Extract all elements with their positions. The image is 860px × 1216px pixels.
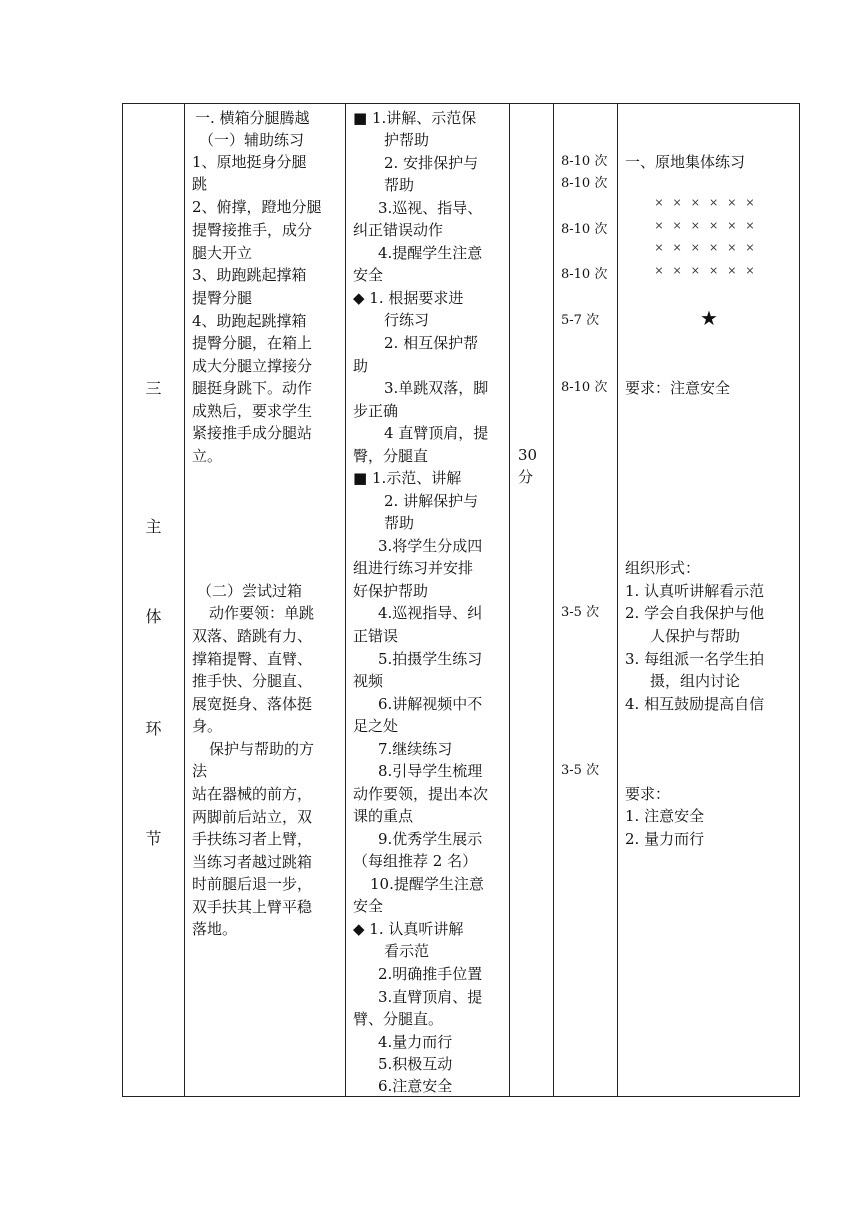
method-line: 3.将学生分成四	[378, 537, 483, 555]
method-line: 3.巡视、指导、	[378, 199, 483, 217]
content-line: 腿挺身跳下。动作	[192, 379, 313, 397]
method-line: 行练习	[384, 311, 430, 329]
org-req2-title: 要求：	[625, 785, 671, 803]
count-value: 8-10 次	[561, 380, 608, 395]
stage-char: 主	[145, 517, 162, 536]
org-title: 一、原地集体练习	[625, 153, 746, 171]
method-line: 2.明确推手位置	[378, 965, 483, 983]
method-line: 足之处	[353, 717, 399, 735]
content-line: 成大分腿立撑接分	[192, 357, 313, 375]
method-line: 4.量力而行	[378, 1033, 453, 1051]
method-line: 帮助	[384, 514, 415, 532]
stage-char: 三	[145, 379, 162, 398]
org-req2-item: 1. 注意安全	[625, 807, 705, 825]
content-line: 手扶练习者上臂，	[192, 830, 313, 848]
method-line: 2. 相互保护帮	[384, 334, 479, 352]
content-line: 成熟后，要求学生	[192, 402, 313, 420]
content-line: 双落、踏跳有力、	[192, 627, 313, 645]
method-line: 7.继续练习	[378, 740, 453, 758]
count-value: 3-5 次	[561, 763, 600, 778]
method-line: 视频	[353, 672, 384, 690]
method-line: 3.直臂顶肩、提	[378, 988, 483, 1006]
method-line: 4 直臂顶肩，提	[384, 424, 489, 442]
method-line: 臂、分腿直。	[353, 1010, 444, 1028]
method-line: 正错误	[353, 627, 399, 645]
org-form-item: 4. 相互鼓励提高自信	[625, 695, 765, 713]
time-unit: 分	[518, 468, 534, 486]
stage-char: 节	[145, 829, 162, 848]
count-value: 8-10 次	[561, 222, 608, 237]
method-line: ■ 1.讲解、示范保	[353, 109, 477, 127]
content-line: 提臀分腿	[192, 289, 253, 307]
method-line: 步正确	[353, 402, 399, 420]
method-line: 5.拍摄学生练习	[378, 650, 483, 668]
content-line: 腿大开立	[192, 244, 253, 262]
content-line: 2、俯撑，蹬地分腿	[192, 198, 322, 216]
content-line: 当练习者越过跳箱	[192, 853, 313, 871]
org-req2-item: 2. 量力而行	[625, 830, 705, 848]
formation-row: ××××××	[654, 241, 764, 254]
organization-cell	[618, 104, 800, 1096]
org-form-item: 3. 每组派一名学生拍	[625, 650, 765, 668]
method-line: 3.单跳双落，脚	[384, 379, 489, 397]
content-line: 提臀分腿，在箱上	[192, 334, 313, 352]
content-line: 立。	[192, 447, 223, 465]
stage-cell	[123, 104, 184, 1096]
method-line: 6.讲解视频中不	[378, 695, 483, 713]
count-value: 3-5 次	[561, 605, 600, 620]
org-form-item: 摄，组内讨论	[650, 672, 741, 690]
method-line: 纠正错误动作	[353, 221, 444, 239]
teacher-star-icon: ★	[700, 306, 718, 330]
method-line: 安全	[353, 897, 384, 915]
content-line: （一）辅助练习	[199, 131, 305, 149]
content-line: 4、助跑起跳撑箱	[192, 312, 307, 330]
content-line: 跳	[192, 175, 208, 193]
method-line: 6.注意安全	[378, 1077, 453, 1095]
content-line: 展宽挺身、落体挺	[192, 695, 313, 713]
content-line: 时前腿后退一步，	[192, 875, 313, 893]
content-line: 站在器械的前方，	[192, 785, 313, 803]
content-line: 身。	[192, 717, 223, 735]
org-form-item: 1. 认真听讲解看示范	[625, 582, 765, 600]
method-line: ◆ 1. 根据要求进	[353, 289, 464, 307]
method-line: （每组推荐 2 名）	[353, 852, 478, 870]
stage-char: 体	[145, 607, 162, 626]
content-line: 落地。	[192, 920, 238, 938]
method-line: 助	[353, 357, 369, 375]
method-line: ■ 1.示范、讲解	[353, 469, 462, 487]
content-line: 撑箱提臀、直臂、	[192, 650, 313, 668]
content-line: （二）尝试过箱	[197, 582, 303, 600]
method-line: 安全	[353, 266, 384, 284]
formation-row: ××××××	[654, 264, 764, 277]
content-line: 动作要领：单跳	[209, 604, 315, 622]
time-cell	[510, 104, 553, 1096]
method-line: 2. 安排保护与	[384, 154, 479, 172]
count-value: 8-10 次	[561, 154, 608, 169]
method-line: 8.引导学生梳理	[378, 762, 483, 780]
content-line: 3、助跑跳起撑箱	[192, 266, 307, 284]
org-form-item: 人保护与帮助	[650, 627, 741, 645]
count-value: 8-10 次	[561, 176, 608, 191]
content-line: 两脚前后站立，双	[192, 808, 313, 826]
content-line: 法	[192, 762, 208, 780]
method-line: 4.巡视指导、纠	[378, 604, 483, 622]
content-line: 一. 横箱分腿腾越	[195, 109, 310, 127]
content-cell	[185, 104, 345, 1096]
method-line: ◆ 1. 认真听讲解	[353, 920, 464, 938]
content-line: 保护与帮助的方	[209, 740, 315, 758]
formation-row: ××××××	[654, 196, 764, 209]
count-value: 8-10 次	[561, 267, 608, 282]
method-line: 看示范	[384, 942, 430, 960]
method-line: 好保护帮助	[353, 582, 429, 600]
method-line: 5.积极互动	[378, 1055, 453, 1073]
content-line: 推手快、分腿直、	[192, 672, 313, 690]
counts-cell	[554, 104, 617, 1096]
method-line: 组进行练习并安排	[353, 559, 474, 577]
method-line: 臀，分腿直	[353, 447, 429, 465]
method-line: 4.提醒学生注意	[378, 244, 483, 262]
count-value: 5-7 次	[561, 313, 600, 328]
method-line: 动作要领，提出本次	[353, 785, 489, 803]
method-line: 10.提醒学生注意	[370, 875, 484, 893]
method-line: 2. 讲解保护与	[384, 492, 479, 510]
lesson-plan-table	[122, 103, 800, 1097]
content-line: 紧接推手成分腿站	[192, 424, 313, 442]
method-line: 帮助	[384, 176, 415, 194]
org-requirement: 要求：注意安全	[625, 379, 731, 397]
content-line: 双手扶其上臂平稳	[192, 898, 313, 916]
stage-char: 环	[145, 719, 162, 738]
content-line: 1、原地挺身分腿	[192, 153, 307, 171]
content-line: 提臀接推手，成分	[192, 221, 313, 239]
method-line: 课的重点	[353, 807, 414, 825]
methods-cell	[346, 104, 509, 1096]
method-line: 护帮助	[384, 131, 430, 149]
org-form-title: 组织形式：	[625, 559, 701, 577]
formation-row: ××××××	[654, 219, 764, 232]
time-value: 30	[518, 446, 538, 464]
org-form-item: 2. 学会自我保护与他	[625, 604, 765, 622]
method-line: 9.优秀学生展示	[378, 830, 483, 848]
